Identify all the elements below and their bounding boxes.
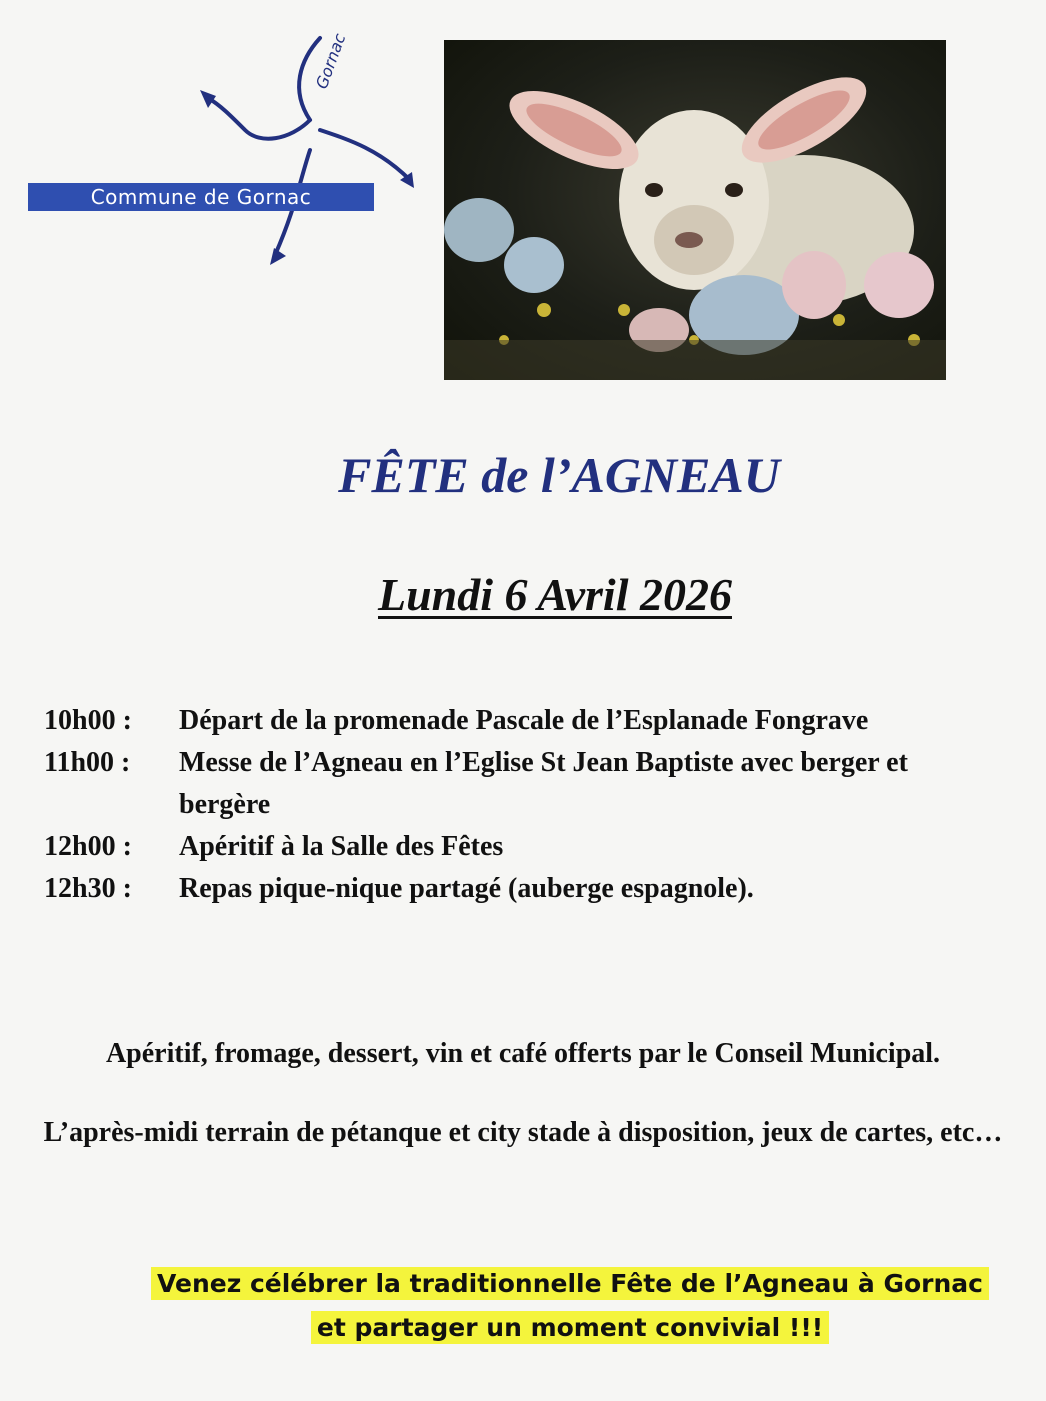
offer-text: Apéritif, fromage, dessert, vin et café offerts par le Conseil Municipal. [105, 1038, 941, 1069]
invitation [150, 1262, 990, 1350]
schedule-time: 10h00 : [44, 705, 132, 736]
schedule-list [44, 700, 924, 910]
schedule-item [44, 742, 924, 826]
event-date [32, 568, 1046, 621]
logo-banner: Commune de Gornac [28, 183, 374, 211]
schedule-time: 12h30 : [44, 873, 132, 904]
schedule-item [44, 868, 924, 910]
logo-swirl-text: Gornac [311, 30, 350, 92]
swirl-arrows-icon [20, 30, 440, 280]
schedule-description: Messe de l’Agneau en l’Eglise St Jean Baptiste avec berger et bergère [179, 747, 908, 820]
schedule-item [44, 700, 924, 742]
afternoon-text: L’après-midi terrain de pétanque et city stade à disposition, jeux de cartes, etc… [43, 1117, 1003, 1148]
schedule-description: Repas pique-nique partagé (auberge espagnole). [179, 873, 754, 904]
invitation-text: Venez célébrer la traditionnelle Fête de l’Agneau à Gornac et partager un moment convivial !!! [151, 1267, 989, 1344]
lamb-photo [444, 40, 946, 380]
schedule-description: Apéritif à la Salle des Fêtes [179, 831, 504, 862]
schedule-description: Départ de la promenade Pascale de l’Esplanade Fongrave [179, 705, 869, 736]
commune-logo [20, 30, 440, 280]
schedule-time: 11h00 : [44, 747, 131, 778]
schedule-item [44, 826, 924, 868]
event-title: FÊTE de l’AGNEAU [338, 447, 780, 503]
event-date-text: Lundi 6 Avril 2026 [378, 569, 732, 620]
schedule-time: 12h00 : [44, 831, 132, 862]
